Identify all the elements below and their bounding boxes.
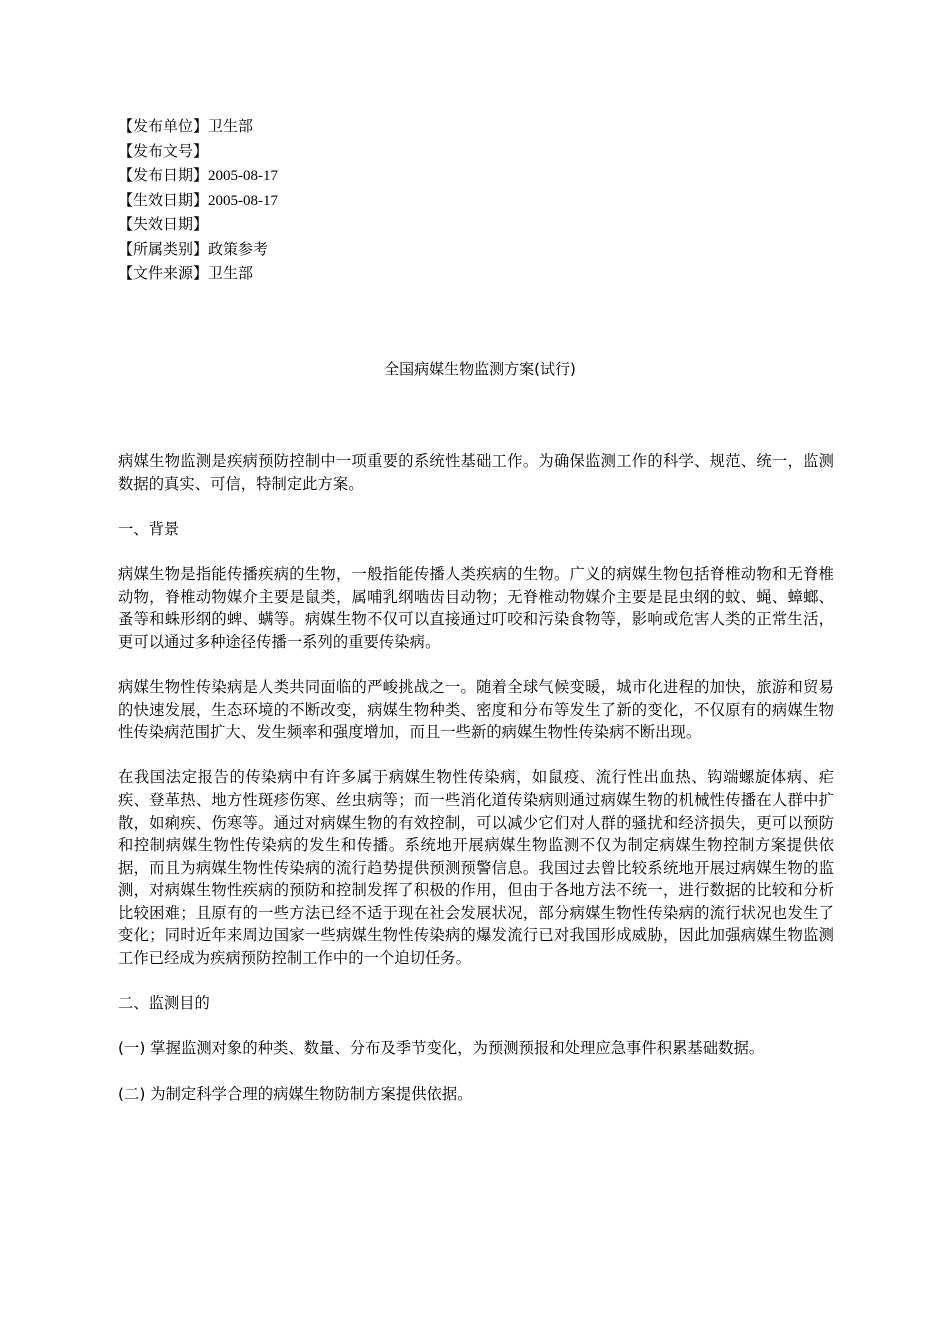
meta-publish-date-label: 【发布日期】	[118, 166, 209, 184]
purpose-item-2: (二) 为制定科学合理的病媒生物防制方案提供依据。	[118, 1084, 473, 1103]
document-metadata	[118, 114, 518, 286]
section-heading-background: 一、背景	[118, 519, 180, 538]
section-heading-purpose: 二、监测目的	[118, 994, 210, 1013]
meta-source	[118, 261, 518, 286]
meta-category	[118, 237, 518, 262]
meta-issuer-label: 【发布单位】	[118, 117, 209, 135]
meta-category-label: 【所属类别】	[118, 239, 209, 258]
purpose-item-1: (一) 掌握监测对象的种类、数量、分布及季节变化，为预测预报和处理应急事件积累基础数据。	[118, 1039, 765, 1058]
meta-effective-date-label: 【生效日期】	[118, 190, 209, 209]
background-paragraph-1: 病媒生物是指能传播疾病的生物，一般指能传播人类疾病的生物。广义的病媒生物包括脊椎动物和无脊椎动物，脊椎动物媒介主要是鼠类，属哺乳纲啮齿目动物；无脊椎动物媒介主要是昆虫纲的蚊、蝇、蟑螂、蚤等和蛛形纲的蜱、螨等。病媒生物不仅可以直接通过叮咬和污染食物等，影响或危害人类的正常生活，更可以通过多种途径传播一系列的重要传染病。	[118, 564, 834, 651]
meta-source-label: 【文件来源】	[118, 264, 209, 282]
meta-doc-number	[118, 139, 518, 164]
document-title: 全国病媒生物监测方案(试行)	[384, 360, 576, 378]
background-paragraph-3: 在我国法定报告的传染病中有许多属于病媒生物性传染病，如鼠疫、流行性出血热、钩端螺旋体病、疟疾、登革热、地方性斑疹伤寒、丝虫病等；而一些消化道传染病则通过病媒生物的机械性传播在人群中扩散，如痢疾、伤寒等。通过对病媒生物的有效控制，可以减少它们对人群的骚扰和经济损失，更可以预防和控制病媒生物性传染病的发生和传播。系统地开展病媒生物监测不仅为制定病媒生物控制方案提供依据，而且为病媒生物性传染病的流行趋势提供预测预警信息。我国过去曾比较系统地开展过病媒生物的监测，对病媒生物性疾病的预防和控制发挥了积极的作用，但由于各地方法不统一，进行数据的比较和分析比较困难；且原有的一些方法已经不适于现在社会发展状况，部分病媒生物性传染病的流行状况也发生了变化；同时近年来周边国家一些病媒生物性传染病的爆发流行已对我国形成威胁，因此加强病媒生物监测工作已经成为疾病预防控制工作中的一个迫切任务。	[118, 768, 834, 968]
meta-expiry-date	[118, 212, 518, 237]
document-body	[118, 450, 834, 1105]
meta-effective-date	[118, 188, 518, 213]
meta-source-value: 卫生部	[208, 264, 254, 282]
intro-paragraph: 病媒生物监测是疾病预防控制中一项重要的系统性基础工作。为确保监测工作的科学、规范、统一，监测数据的真实、可信，特制定此方案。	[118, 452, 834, 493]
meta-publish-date-value: 2005-08-17	[208, 168, 279, 184]
meta-issuer	[118, 114, 518, 139]
background-paragraph-2: 病媒生物性传染病是人类共同面临的严峻挑战之一。随着全球气候变暖，城市化进程的加快，旅游和贸易的快速发展，生态环境的不断改变，病媒生物种类、密度和分布等发生了新的变化，不仅原有的病媒生物性传染病范围扩大、发生频率和强度增加，而且一些新的病媒生物性传染病不断出现。	[118, 677, 834, 742]
meta-category-value: 政策参考	[208, 239, 269, 258]
meta-doc-number-label: 【发布文号】	[118, 141, 209, 160]
meta-issuer-value: 卫生部	[208, 117, 254, 135]
meta-effective-date-value: 2005-08-17	[208, 192, 279, 209]
meta-publish-date	[118, 163, 518, 188]
meta-expiry-date-label: 【失效日期】	[118, 215, 209, 233]
